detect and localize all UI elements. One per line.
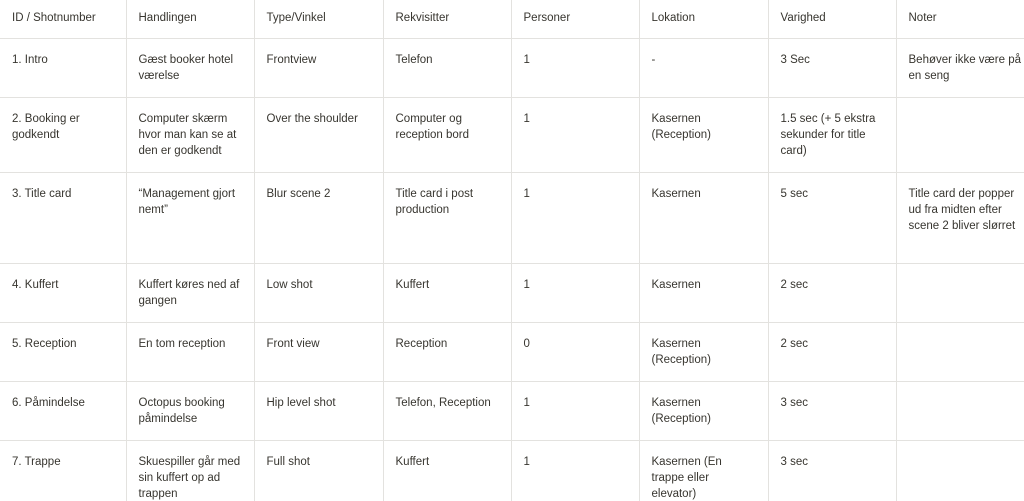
cell-rekvisitter[interactable]: Computer og reception bord <box>383 97 511 172</box>
column-header-varighed[interactable]: Varighed <box>768 0 896 38</box>
cell-rekvisitter[interactable]: Kuffert <box>383 263 511 322</box>
cell-personer[interactable]: 0 <box>511 322 639 381</box>
cell-noter[interactable]: Title card der popper ud fra midten efter scene 2 bliver slørret <box>896 172 1024 263</box>
column-header-id[interactable]: ID / Shotnumber <box>0 0 126 38</box>
table-row <box>0 263 1024 322</box>
cell-varighed[interactable]: 2 sec <box>768 322 896 381</box>
cell-type[interactable]: Full shot <box>254 440 383 501</box>
table-row <box>0 440 1024 501</box>
cell-type[interactable]: Frontview <box>254 38 383 97</box>
cell-personer[interactable]: 1 <box>511 38 639 97</box>
cell-varighed[interactable]: 3 Sec <box>768 38 896 97</box>
header-row <box>0 0 1024 38</box>
table-row <box>0 381 1024 440</box>
cell-personer[interactable]: 1 <box>511 381 639 440</box>
cell-noter[interactable] <box>896 97 1024 172</box>
cell-handling[interactable]: Computer skærm hvor man kan se at den er godkendt <box>126 97 254 172</box>
cell-varighed[interactable]: 2 sec <box>768 263 896 322</box>
cell-personer[interactable]: 1 <box>511 172 639 263</box>
cell-id[interactable]: 4. Kuffert <box>0 263 126 322</box>
cell-handling[interactable]: Gæst booker hotel værelse <box>126 38 254 97</box>
cell-type[interactable]: Blur scene 2 <box>254 172 383 263</box>
cell-lokation[interactable]: Kasernen (En trappe eller elevator) <box>639 440 768 501</box>
cell-handling[interactable]: Skuespiller går med sin kuffert op ad trappen <box>126 440 254 501</box>
cell-rekvisitter[interactable]: Kuffert <box>383 440 511 501</box>
cell-lokation[interactable]: Kasernen <box>639 263 768 322</box>
table-row <box>0 172 1024 263</box>
cell-lokation[interactable]: Kasernen (Reception) <box>639 322 768 381</box>
column-header-lokation[interactable]: Lokation <box>639 0 768 38</box>
cell-handling[interactable]: Kuffert køres ned af gangen <box>126 263 254 322</box>
cell-varighed[interactable]: 3 sec <box>768 381 896 440</box>
cell-type[interactable]: Over the shoulder <box>254 97 383 172</box>
table-row <box>0 38 1024 97</box>
column-header-noter[interactable]: Noter <box>896 0 1024 38</box>
cell-lokation[interactable]: Kasernen <box>639 172 768 263</box>
cell-noter[interactable] <box>896 263 1024 322</box>
cell-id[interactable]: 5. Reception <box>0 322 126 381</box>
cell-varighed[interactable]: 5 sec <box>768 172 896 263</box>
cell-rekvisitter[interactable]: Title card i post production <box>383 172 511 263</box>
cell-handling[interactable]: Octopus booking påmindelse <box>126 381 254 440</box>
cell-type[interactable]: Front view <box>254 322 383 381</box>
column-header-personer[interactable]: Personer <box>511 0 639 38</box>
cell-handling[interactable]: En tom reception <box>126 322 254 381</box>
cell-noter[interactable] <box>896 440 1024 501</box>
cell-lokation[interactable]: Kasernen (Reception) <box>639 381 768 440</box>
cell-id[interactable]: 6. Påmindelse <box>0 381 126 440</box>
cell-varighed[interactable]: 1.5 sec (+ 5 ekstra sekunder for title card) <box>768 97 896 172</box>
cell-lokation[interactable]: - <box>639 38 768 97</box>
cell-personer[interactable]: 1 <box>511 97 639 172</box>
cell-id[interactable]: 1. Intro <box>0 38 126 97</box>
cell-varighed[interactable]: 3 sec <box>768 440 896 501</box>
cell-personer[interactable]: 1 <box>511 263 639 322</box>
cell-rekvisitter[interactable]: Telefon <box>383 38 511 97</box>
table-row <box>0 322 1024 381</box>
column-header-type[interactable]: Type/Vinkel <box>254 0 383 38</box>
cell-type[interactable]: Low shot <box>254 263 383 322</box>
cell-noter[interactable] <box>896 381 1024 440</box>
cell-noter[interactable] <box>896 322 1024 381</box>
cell-handling[interactable]: “Management gjort nemt” <box>126 172 254 263</box>
cell-id[interactable]: 2. Booking er godkendt <box>0 97 126 172</box>
cell-rekvisitter[interactable]: Telefon, Reception <box>383 381 511 440</box>
table-row <box>0 97 1024 172</box>
cell-id[interactable]: 3. Title card <box>0 172 126 263</box>
column-header-handlingen[interactable]: Handlingen <box>126 0 254 38</box>
cell-rekvisitter[interactable]: Reception <box>383 322 511 381</box>
cell-type[interactable]: Hip level shot <box>254 381 383 440</box>
cell-noter[interactable]: Behøver ikke være på en seng <box>896 38 1024 97</box>
column-header-rekvisitter[interactable]: Rekvisitter <box>383 0 511 38</box>
cell-lokation[interactable]: Kasernen (Reception) <box>639 97 768 172</box>
cell-id[interactable]: 7. Trappe <box>0 440 126 501</box>
cell-personer[interactable]: 1 <box>511 440 639 501</box>
